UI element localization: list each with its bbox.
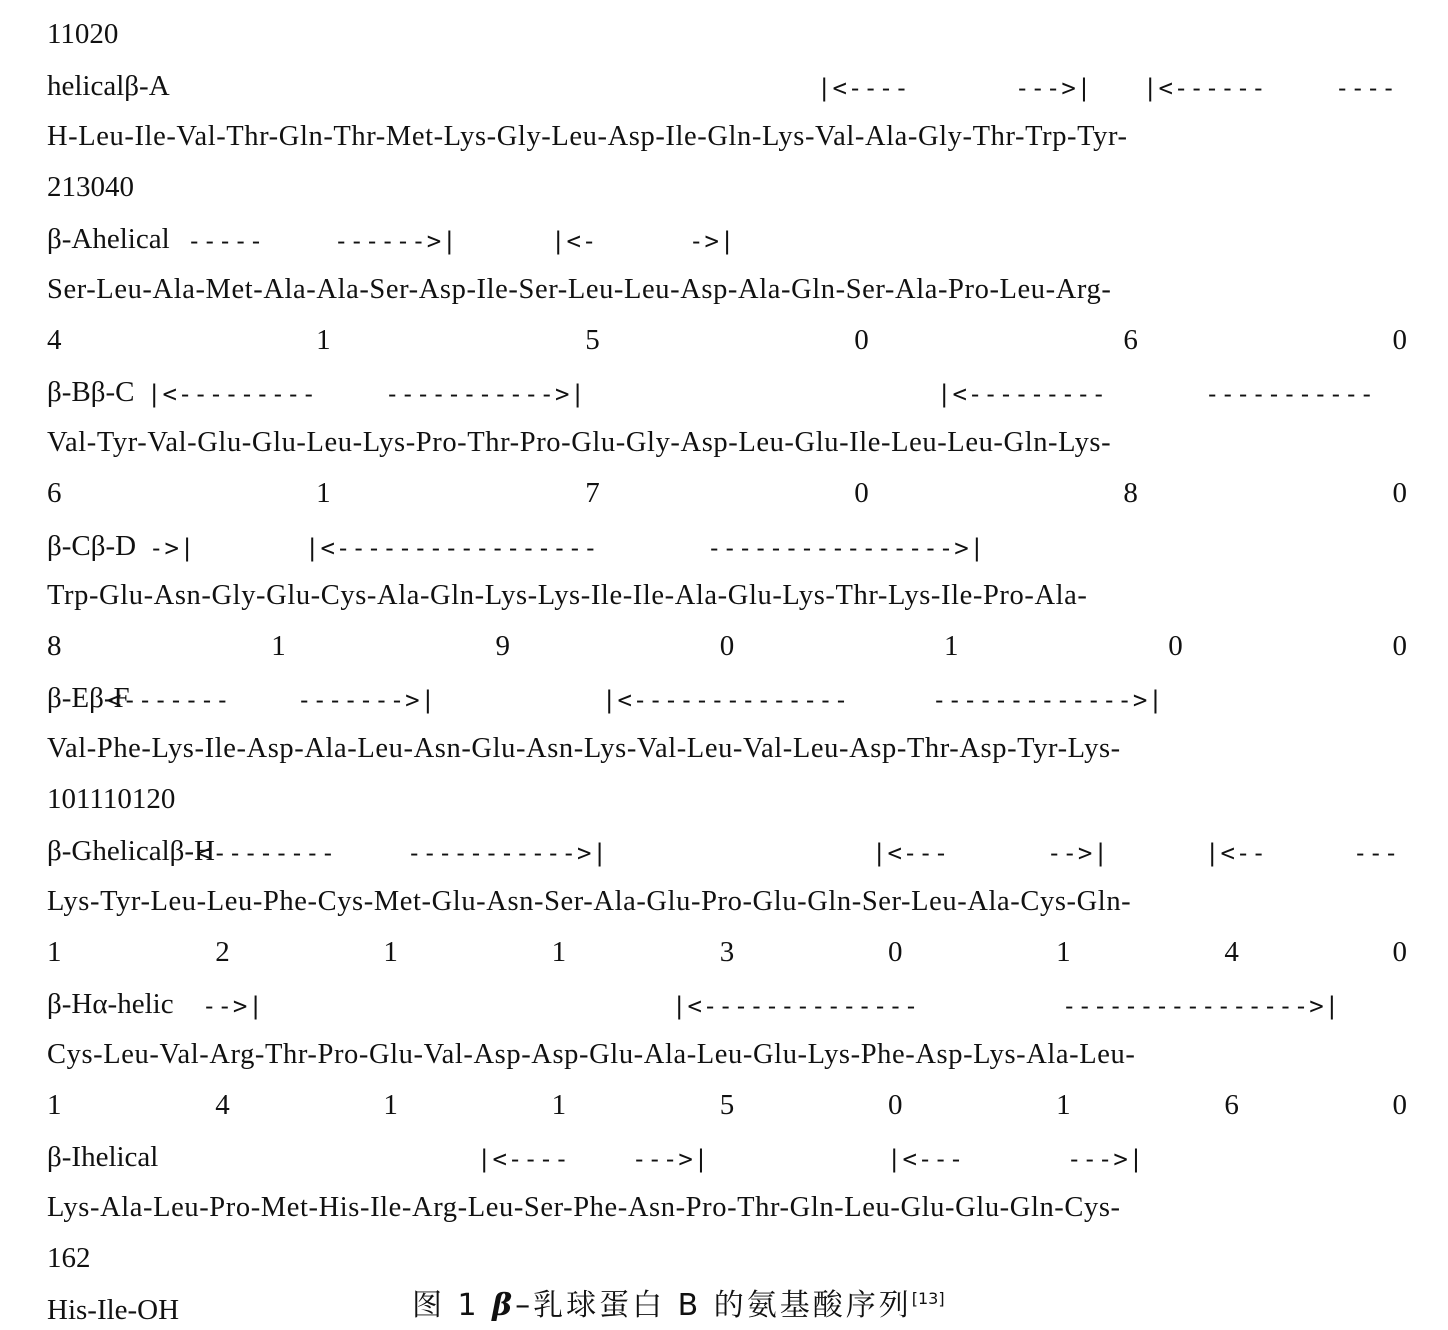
strand-arrow: -----------	[1205, 380, 1375, 408]
amino-acid-sequence: Lys-Tyr-Leu-Leu-Phe-Cys-Met-Glu-Asn-Ser-Ala-Glu-Pro-Glu-Gln-Ser-Leu-Ala-Cys-Gln-	[47, 886, 1132, 917]
structure-row	[47, 831, 1407, 871]
residue-number-row	[47, 1238, 1407, 1278]
residue-number: 0	[854, 324, 869, 356]
residue-number: 1	[316, 324, 331, 356]
structure-row	[47, 372, 1407, 412]
strand-arrow: <-------	[107, 686, 231, 714]
strand-arrow: -----	[187, 227, 265, 255]
strand-arrow: |<--------------	[602, 686, 850, 714]
strand-arrow: ------->|	[297, 686, 437, 714]
residue-number: 4	[215, 1089, 230, 1121]
sequence-line	[47, 270, 1407, 310]
amino-acid-sequence: H-Leu-Ile-Val-Thr-Gln-Thr-Met-Lys-Gly-Leu-Asp-Ile-Gln-Lys-Val-Ala-Gly-Thr-Trp-Tyr-	[47, 121, 1128, 152]
residue-number: 5	[719, 1089, 735, 1121]
sequence-line	[47, 117, 1407, 157]
strand-arrow: |<-----------------	[305, 534, 599, 562]
figure-caption	[412, 1280, 945, 1324]
residue-number: 0	[1392, 324, 1407, 356]
residue-number: 1	[551, 936, 567, 968]
residue-number: 6	[1224, 1089, 1239, 1121]
residue-number: 0	[1392, 936, 1407, 968]
strand-arrow: |<--------------	[672, 992, 920, 1020]
residue-number: 101110120	[47, 783, 176, 815]
residue-number: 0	[887, 936, 903, 968]
strand-arrow: |<------	[1143, 74, 1267, 102]
residue-number-row	[47, 1085, 1407, 1125]
residue-number: 9	[495, 630, 510, 662]
structure-row	[47, 219, 1407, 259]
residue-number: 0	[887, 1089, 903, 1121]
residue-number: 1	[944, 630, 959, 662]
sequence-line	[47, 882, 1407, 922]
residue-number: 1	[47, 1089, 62, 1121]
residue-number: 4	[47, 324, 62, 356]
residue-number-row	[47, 167, 1407, 207]
strand-arrow: --->|	[632, 1145, 710, 1173]
residue-number: 1	[47, 936, 62, 968]
residue-number: 0	[719, 630, 735, 662]
strand-arrow: ->|	[689, 227, 736, 255]
residue-number: 1	[316, 477, 331, 509]
residue-number: 1	[271, 630, 286, 662]
residue-number: 213040	[47, 171, 134, 203]
sequence-line	[47, 576, 1407, 616]
strand-arrow: |<---	[887, 1145, 965, 1173]
amino-acid-sequence: Trp-Glu-Asn-Gly-Glu-Cys-Ala-Gln-Lys-Lys-Ile-Ile-Ala-Glu-Lys-Thr-Lys-Ile-Pro-Ala-	[47, 580, 1088, 611]
strand-arrow: --->|	[1015, 74, 1093, 102]
residue-number: 162	[47, 1242, 91, 1274]
strand-arrow: ----------->|	[407, 839, 608, 867]
amino-acid-sequence: Val-Tyr-Val-Glu-Glu-Leu-Lys-Pro-Thr-Pro-Glu-Gly-Asp-Leu-Glu-Ile-Leu-Leu-Gln-Lys-	[47, 427, 1112, 458]
caption-text: –乳球蛋白 B 的氨基酸序列	[515, 1288, 912, 1323]
residue-number-row	[47, 626, 1407, 666]
strand-arrow: <--------	[197, 839, 337, 867]
strand-arrow: ---	[1353, 839, 1400, 867]
strand-arrow: |<-	[551, 227, 598, 255]
residue-number: 0	[1168, 630, 1183, 662]
structure-row	[47, 1137, 1407, 1177]
strand-arrow: ---------------->|	[707, 534, 986, 562]
strand-arrow: |<---------	[937, 380, 1107, 408]
residue-number: 6	[1123, 324, 1138, 356]
amino-acid-sequence: Ser-Leu-Ala-Met-Ala-Ala-Ser-Asp-Ile-Ser-Leu-Leu-Asp-Ala-Gln-Ser-Ala-Pro-Leu-Arg-	[47, 274, 1112, 305]
residue-number: 7	[585, 477, 600, 509]
residue-number-row	[47, 14, 1407, 54]
amino-acid-sequence: His-Ile-OH	[47, 1294, 180, 1326]
sequence-line	[47, 729, 1407, 769]
caption-reference: [13]	[911, 1289, 945, 1308]
amino-acid-sequence: Val-Phe-Lys-Ile-Asp-Ala-Leu-Asn-Glu-Asn-Lys-Val-Leu-Val-Leu-Asp-Thr-Asp-Tyr-Lys-	[47, 733, 1121, 764]
sequence-line	[47, 423, 1407, 463]
residue-number: 0	[1392, 477, 1407, 509]
strand-arrow: ->|	[149, 534, 196, 562]
residue-number: 2	[215, 936, 230, 968]
structure-label: helicalβ-A	[47, 70, 170, 102]
residue-number-row	[47, 779, 1407, 819]
caption-beta: β	[492, 1288, 516, 1323]
structure-label: β-Hα-helic	[47, 988, 174, 1020]
structure-row	[47, 678, 1407, 718]
sequence-line	[47, 1188, 1407, 1228]
residue-number-row	[47, 473, 1407, 513]
strand-arrow: -->|	[1047, 839, 1109, 867]
structure-row	[47, 66, 1407, 106]
amino-acid-sequence: Cys-Leu-Val-Arg-Thr-Pro-Glu-Val-Asp-Asp-Glu-Ala-Leu-Glu-Lys-Phe-Asp-Lys-Ala-Leu-	[47, 1039, 1136, 1070]
strand-arrow: ------------->|	[932, 686, 1164, 714]
residue-number: 1	[551, 1089, 567, 1121]
residue-number: 1	[383, 936, 398, 968]
structure-label: β-Ihelical	[47, 1141, 159, 1173]
strand-arrow: -->|	[202, 992, 264, 1020]
strand-arrow: ----	[1335, 74, 1397, 102]
residue-number: 5	[585, 324, 600, 356]
residue-number: 4	[1224, 936, 1239, 968]
strand-arrow: --->|	[1067, 1145, 1145, 1173]
strand-arrow: |<----	[817, 74, 910, 102]
strand-arrow: ----------->|	[385, 380, 586, 408]
structure-row	[47, 984, 1407, 1024]
strand-arrow: ------>|	[334, 227, 458, 255]
amino-acid-sequence: Lys-Ala-Leu-Pro-Met-His-Ile-Arg-Leu-Ser-Phe-Asn-Pro-Thr-Gln-Leu-Glu-Glu-Gln-Cys-	[47, 1192, 1121, 1223]
strand-arrow: |<----	[477, 1145, 570, 1173]
residue-number: 8	[1123, 477, 1138, 509]
residue-number: 0	[854, 477, 869, 509]
residue-number: 3	[719, 936, 735, 968]
residue-number: 1	[1056, 1089, 1071, 1121]
structure-row	[47, 526, 1407, 566]
structure-label: β-Cβ-D	[47, 530, 137, 562]
residue-number: 1	[383, 1089, 398, 1121]
strand-arrow: |<---------	[147, 380, 317, 408]
residue-number: 0	[1392, 1089, 1407, 1121]
residue-number: 11020	[47, 18, 119, 50]
caption-figure-number: 图 1	[412, 1288, 493, 1323]
strand-arrow: |<---	[872, 839, 950, 867]
residue-number: 8	[47, 630, 62, 662]
structure-label: β-Eβ-F	[47, 682, 130, 714]
residue-number: 0	[1392, 630, 1407, 662]
residue-number-row	[47, 932, 1407, 972]
structure-label: β-Ahelical	[47, 223, 170, 255]
residue-number: 1	[1056, 936, 1071, 968]
strand-arrow: |<--	[1205, 839, 1267, 867]
structure-label: β-Ghelicalβ-H	[47, 835, 215, 867]
residue-number-row	[47, 320, 1407, 360]
structure-label: β-Bβ-C	[47, 376, 135, 408]
sequence-line	[47, 1035, 1407, 1075]
residue-number: 6	[47, 477, 62, 509]
strand-arrow: ---------------->|	[1062, 992, 1341, 1020]
